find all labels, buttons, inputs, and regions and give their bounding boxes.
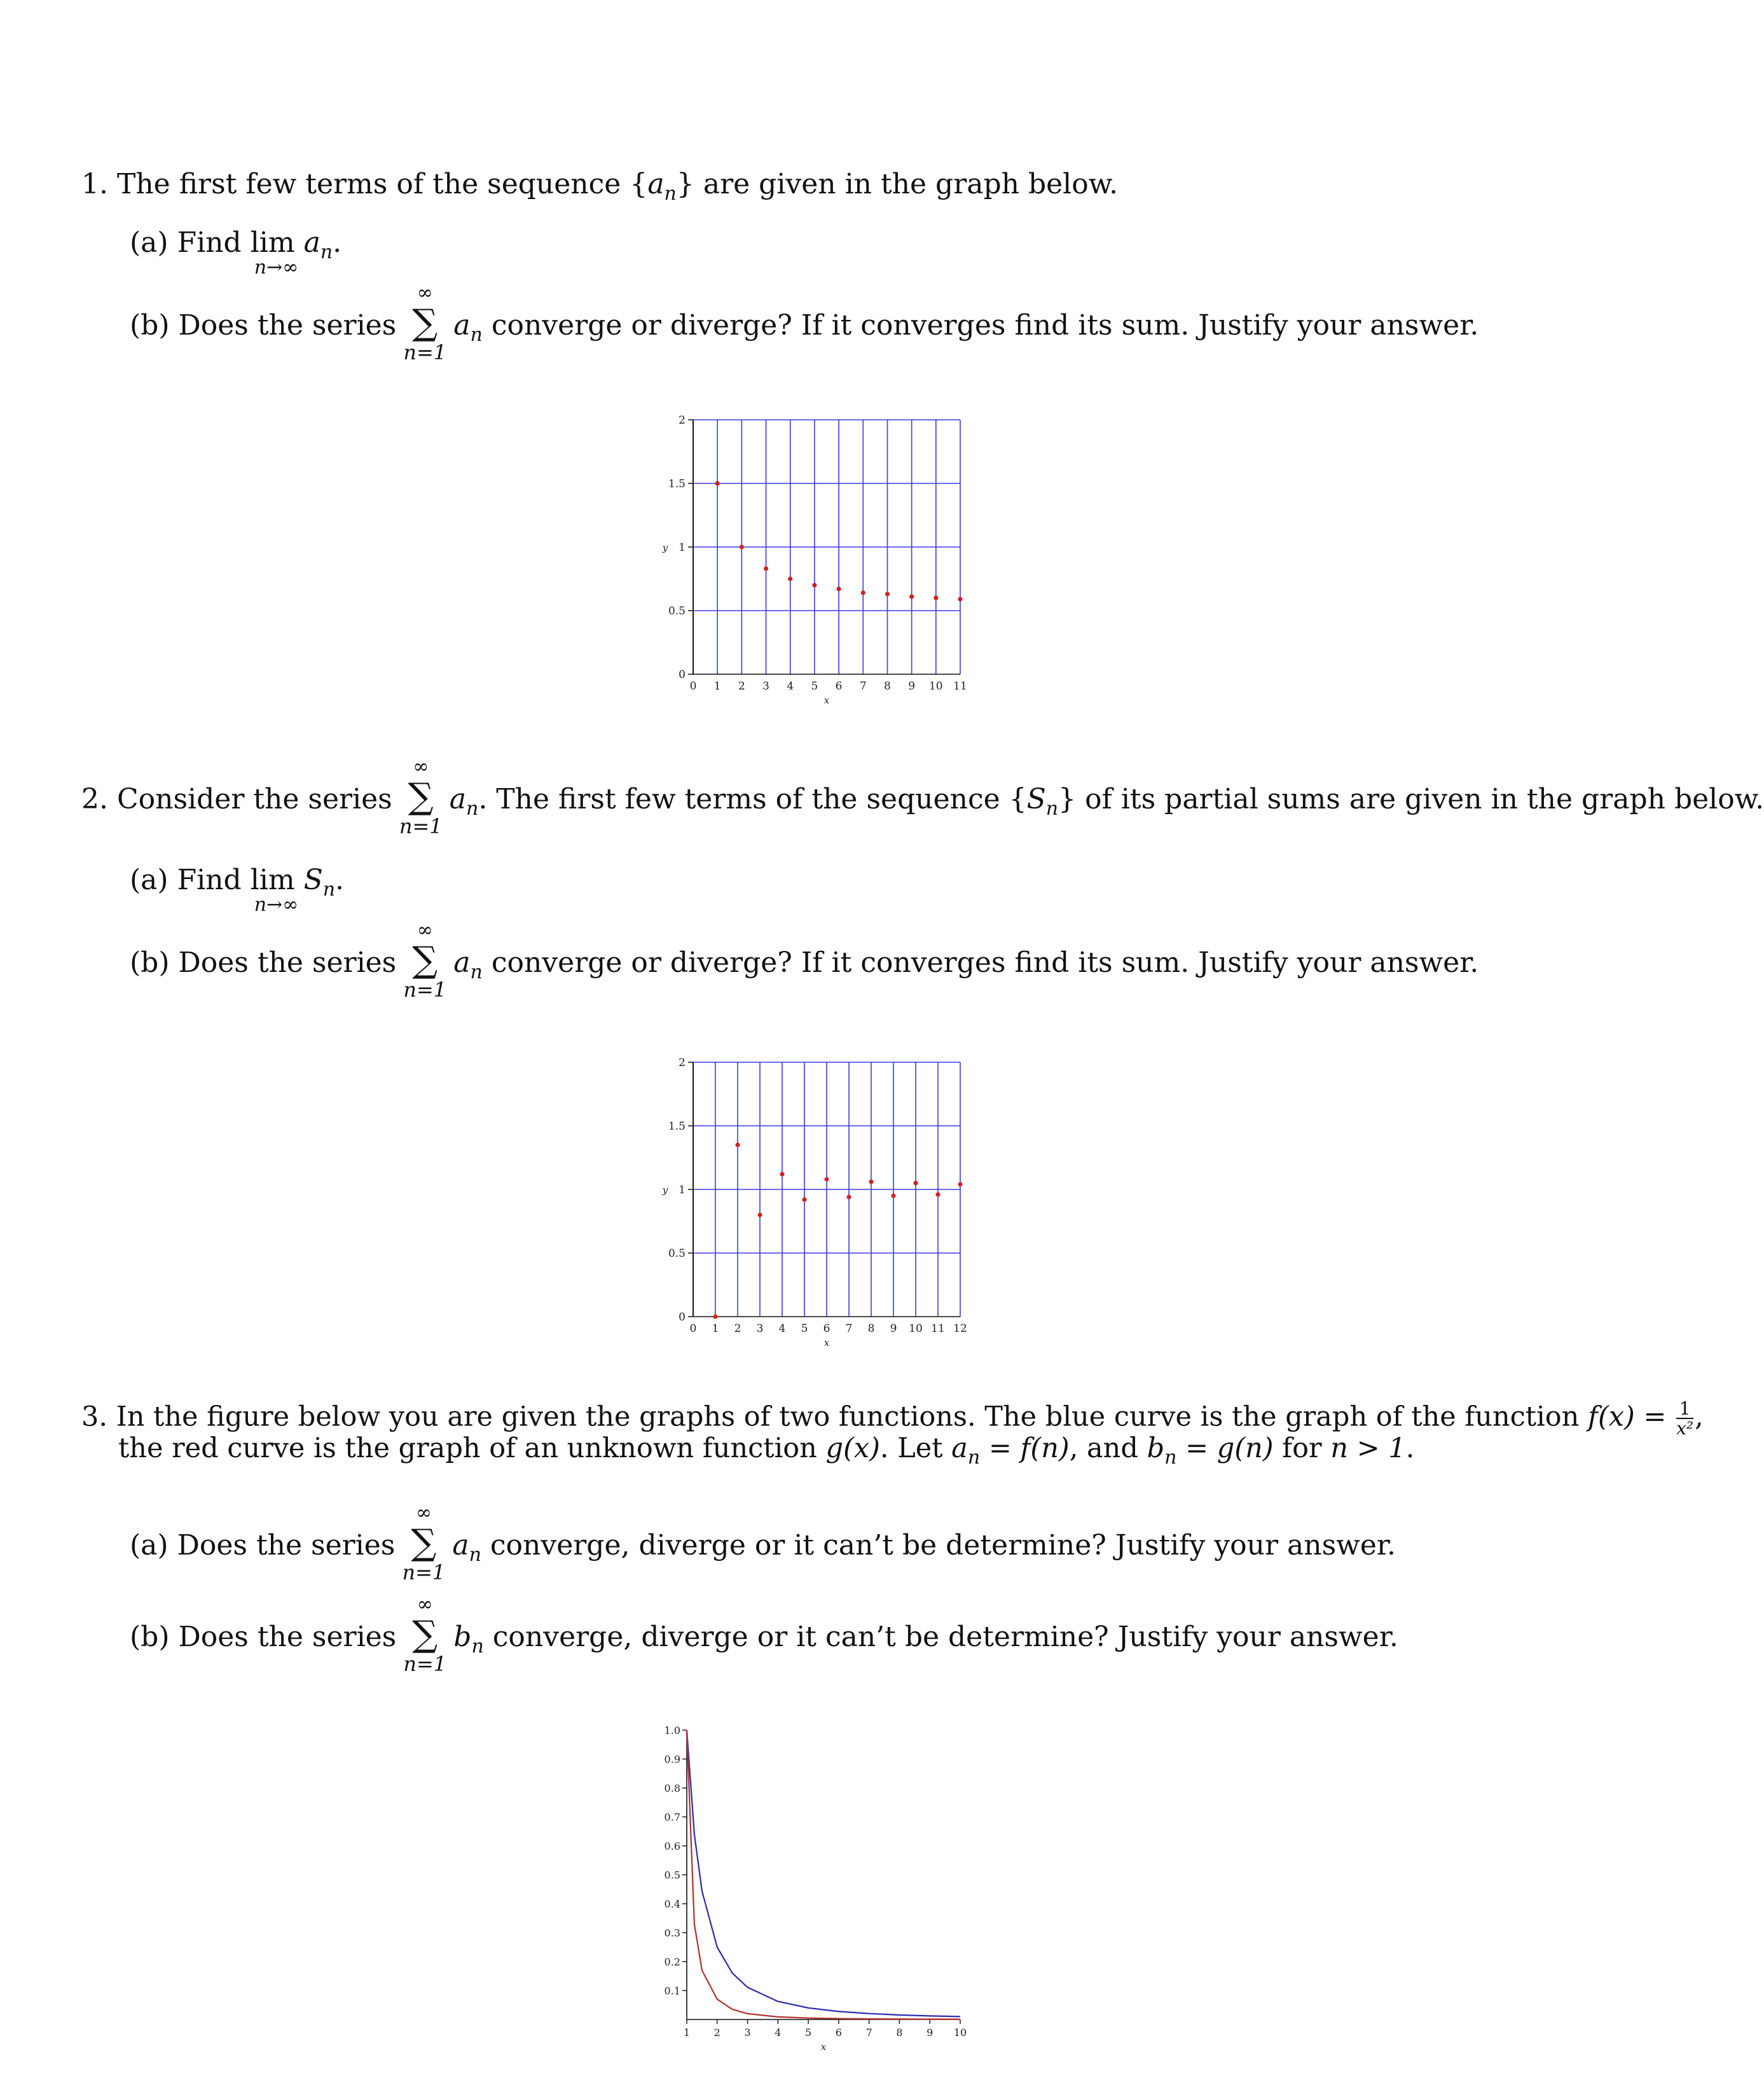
data-point bbox=[757, 1212, 762, 1217]
x-tick-label: 4 bbox=[778, 1322, 786, 1335]
x-axis-label: x bbox=[823, 695, 830, 706]
q3-fraction bbox=[1676, 1399, 1693, 1438]
q3-fn: f(n) bbox=[1020, 1432, 1070, 1464]
q1-b-post: converge or diverge? If it converges find its sum. Justify your answer. bbox=[491, 309, 1479, 342]
y-tick-label: 1.0 bbox=[664, 1724, 680, 1736]
q1-a-label: (a) bbox=[130, 226, 169, 259]
q2-a-sub: n bbox=[322, 878, 336, 901]
q3-line2 bbox=[118, 1432, 1415, 1469]
sequence-chart bbox=[649, 407, 979, 725]
data-point bbox=[780, 1172, 784, 1176]
q3-line1-text: In the figure below you are given the graphs of two functions. The blue curve is the graph of the function bbox=[116, 1401, 1580, 1433]
x-tick-label: 2 bbox=[713, 2026, 720, 2039]
y-tick-label: 0.7 bbox=[664, 1811, 680, 1824]
q2-intro-sum bbox=[399, 756, 443, 838]
x-tick-label: 9 bbox=[908, 680, 916, 693]
q3-b-label: (b) bbox=[130, 1621, 170, 1653]
q3-line2-b: . Let bbox=[879, 1432, 943, 1464]
q3-line2-a: the red curve is the graph of an unknown function bbox=[118, 1432, 817, 1464]
q3-frac-den: x² bbox=[1676, 1418, 1694, 1439]
q3-gn: g(n) bbox=[1216, 1432, 1274, 1464]
data-point bbox=[824, 1177, 829, 1181]
y-axis-label: y bbox=[662, 1184, 668, 1196]
q3-b-bottom: n=1 bbox=[403, 1652, 447, 1676]
y-tick-label: 0 bbox=[679, 1311, 686, 1324]
q2-intro-end: } of its partial sums are given in the graph below. bbox=[1058, 783, 1764, 815]
q2-a-label: (a) bbox=[130, 864, 169, 896]
q1-intro bbox=[81, 168, 1119, 205]
x-tick-label: 4 bbox=[775, 2026, 782, 2039]
y-tick-label: 0.5 bbox=[664, 1869, 680, 1881]
q2-b-bottom: n=1 bbox=[403, 978, 447, 1002]
data-point bbox=[935, 1192, 940, 1196]
x-tick-label: 11 bbox=[931, 1322, 945, 1335]
q3-b-sigma: ∑ bbox=[412, 1614, 438, 1655]
q3-part-a bbox=[130, 1502, 1396, 1584]
x-tick-label: 6 bbox=[835, 680, 843, 693]
data-point bbox=[764, 566, 768, 571]
q3-f-def: f(x) = bbox=[1588, 1401, 1667, 1433]
x-tick-label: 1 bbox=[683, 2026, 691, 2039]
y-tick-label: 0 bbox=[679, 668, 686, 681]
y-tick-label: 0.5 bbox=[668, 605, 686, 618]
x-tick-label: 6 bbox=[823, 1322, 830, 1335]
x-tick-label: 10 bbox=[953, 2026, 967, 2039]
x-tick-label: 2 bbox=[734, 1322, 741, 1335]
x-tick-label: 8 bbox=[884, 680, 891, 693]
q3-bn-sub: n bbox=[1164, 1446, 1177, 1469]
q1-part-a bbox=[130, 226, 342, 279]
q2-a-lim-under: n→∞ bbox=[254, 894, 299, 916]
q2-a-find: Find bbox=[177, 864, 242, 896]
q3-number: 3. bbox=[81, 1401, 108, 1433]
data-point bbox=[958, 1182, 962, 1186]
q2-part-b bbox=[130, 919, 1479, 1002]
q2-b-sum bbox=[403, 919, 447, 1002]
x-tick-label: 5 bbox=[805, 2026, 812, 2039]
y-tick-label: 1.5 bbox=[668, 478, 686, 490]
q2-b-sigma: ∑ bbox=[412, 939, 438, 981]
x-tick-label: 3 bbox=[756, 1322, 764, 1335]
q1-b-sum bbox=[403, 282, 447, 364]
x-tick-label: 11 bbox=[953, 680, 967, 693]
q2-a-end: . bbox=[335, 864, 345, 896]
q3-g: g(x) bbox=[825, 1432, 880, 1464]
data-point bbox=[802, 1197, 806, 1202]
x-tick-label: 0 bbox=[689, 1322, 697, 1335]
q1-b-var: a bbox=[453, 309, 471, 342]
q2-intro-sub: n bbox=[465, 798, 479, 820]
x-tick-label: 1 bbox=[712, 1322, 719, 1335]
q1-a-sub: n bbox=[320, 241, 333, 263]
q1-a-var: a bbox=[303, 226, 320, 259]
q1-intro-sub: n bbox=[664, 183, 677, 205]
q3-a-bottom: n=1 bbox=[402, 1560, 446, 1584]
q3-a-sum bbox=[402, 1502, 446, 1584]
y-tick-label: 0.8 bbox=[664, 1782, 680, 1794]
data-point bbox=[909, 594, 914, 599]
q2-intro-var: a bbox=[449, 783, 466, 815]
y-tick-label: 1.5 bbox=[668, 1120, 686, 1133]
data-point bbox=[735, 1142, 740, 1147]
q3-b-post: converge, diverge or it can’t be determine? Justify your answer. bbox=[492, 1621, 1398, 1653]
y-tick-label: 0.1 bbox=[664, 1985, 680, 1997]
y-tick-label: 0.5 bbox=[668, 1247, 686, 1260]
x-tick-label: 4 bbox=[787, 680, 794, 693]
q3-a-sub: n bbox=[469, 1544, 481, 1566]
y-tick-label: 0.4 bbox=[664, 1898, 680, 1910]
q3-line2-end: . bbox=[1405, 1432, 1415, 1464]
y-tick-label: 0.2 bbox=[664, 1956, 680, 1968]
q3-a-top: ∞ bbox=[415, 1502, 432, 1524]
q3-b-pre: Does the series bbox=[178, 1621, 397, 1653]
x-axis-label: x bbox=[823, 1337, 830, 1348]
q2-intro-bottom: n=1 bbox=[399, 814, 443, 838]
q2-b-top: ∞ bbox=[417, 919, 433, 941]
q3-a-pre: Does the series bbox=[177, 1529, 396, 1562]
data-point bbox=[861, 590, 865, 595]
data-point bbox=[958, 597, 962, 601]
data-point bbox=[713, 1314, 717, 1319]
q2-a-lim-text: lim bbox=[250, 864, 295, 896]
data-point bbox=[869, 1179, 873, 1184]
q2-part-a bbox=[130, 864, 345, 916]
x-tick-label: 7 bbox=[859, 680, 867, 693]
y-tick-label: 0.3 bbox=[664, 1927, 680, 1939]
q1-a-find: Find bbox=[177, 226, 242, 259]
q3-b-top: ∞ bbox=[417, 1593, 433, 1616]
red-curve bbox=[687, 1730, 960, 2019]
x-tick-label: 2 bbox=[738, 680, 745, 693]
x-tick-label: 1 bbox=[713, 680, 721, 693]
partial-sums-chart bbox=[649, 1050, 979, 1368]
q2-b-label: (b) bbox=[130, 946, 170, 979]
q2-a-var: S bbox=[303, 864, 323, 896]
y-tick-label: 2 bbox=[679, 1056, 686, 1069]
q3-frac-num: 1 bbox=[1676, 1399, 1693, 1419]
q1-intro-text-a: The first few terms of the sequence { bbox=[116, 168, 648, 200]
x-tick-label: 8 bbox=[896, 2026, 903, 2039]
q3-eq1: = bbox=[988, 1432, 1012, 1464]
q1-a-end: . bbox=[333, 226, 342, 259]
q1-b-top: ∞ bbox=[417, 282, 433, 304]
q3-line1-end: , bbox=[1695, 1401, 1704, 1433]
data-point bbox=[788, 576, 792, 581]
q3-for: for bbox=[1282, 1432, 1322, 1464]
q3-cond: n > 1 bbox=[1330, 1432, 1406, 1464]
x-tick-label: 3 bbox=[762, 680, 769, 693]
y-axis-label: y bbox=[662, 542, 668, 553]
q3-part-b bbox=[130, 1593, 1398, 1676]
x-tick-label: 10 bbox=[909, 1322, 923, 1335]
q2-intro-sigma: ∑ bbox=[408, 776, 434, 817]
q3-bn: b bbox=[1147, 1432, 1165, 1464]
q1-part-b bbox=[130, 282, 1479, 364]
q2-intro-svar: S bbox=[1026, 783, 1046, 815]
data-point bbox=[812, 583, 817, 587]
x-tick-label: 6 bbox=[835, 2026, 842, 2039]
q3-b-sub: n bbox=[471, 1635, 484, 1658]
x-tick-label: 8 bbox=[867, 1322, 875, 1335]
q1-b-label: (b) bbox=[130, 309, 170, 342]
q1-intro-var: a bbox=[647, 168, 665, 200]
x-tick-label: 5 bbox=[801, 1322, 808, 1335]
q2-intro-ssub: n bbox=[1045, 798, 1059, 820]
q2-number: 2. bbox=[81, 783, 108, 815]
y-tick-label: 2 bbox=[679, 414, 686, 427]
q3-an-sub: n bbox=[967, 1446, 981, 1469]
q1-a-limit bbox=[250, 226, 299, 279]
x-tick-label: 7 bbox=[845, 1322, 853, 1335]
q2-intro-post: . The first few terms of the sequence { bbox=[478, 783, 1027, 815]
x-tick-label: 9 bbox=[890, 1322, 897, 1335]
q2-b-var: a bbox=[453, 946, 471, 979]
q2-intro-pre: Consider the series bbox=[116, 783, 392, 815]
q2-b-post: converge or diverge? If it converges find its sum. Justify your answer. bbox=[491, 946, 1479, 979]
q2-intro-top: ∞ bbox=[413, 756, 429, 778]
q3-b-sum bbox=[403, 1593, 447, 1676]
q1-b-pre: Does the series bbox=[178, 309, 397, 342]
x-axis-label: x bbox=[820, 2041, 827, 2053]
data-point bbox=[885, 592, 890, 596]
blue-curve bbox=[687, 1730, 960, 2016]
y-tick-label: 0.9 bbox=[664, 1753, 680, 1766]
y-tick-label: 1 bbox=[679, 541, 686, 554]
q3-eq2: = bbox=[1185, 1432, 1209, 1464]
q3-a-sigma: ∑ bbox=[411, 1522, 437, 1563]
x-tick-label: 7 bbox=[865, 2026, 872, 2039]
q2-a-limit bbox=[250, 864, 299, 916]
q1-b-sub: n bbox=[470, 324, 483, 346]
q3-a-label: (a) bbox=[130, 1529, 169, 1562]
q1-intro-text-b: } are given in the graph below. bbox=[676, 168, 1119, 200]
data-point bbox=[836, 586, 841, 591]
q3-a-post: converge, diverge or it can’t be determine? Justify your answer. bbox=[490, 1529, 1396, 1562]
q1-number: 1. bbox=[81, 168, 108, 200]
q1-b-bottom: n=1 bbox=[403, 340, 447, 364]
x-tick-label: 3 bbox=[744, 2026, 751, 2039]
q3-line2-d: , and bbox=[1069, 1432, 1138, 1464]
q2-intro bbox=[81, 756, 1764, 838]
q2-b-pre: Does the series bbox=[178, 946, 397, 979]
data-point bbox=[913, 1181, 918, 1185]
q1-a-lim-text: lim bbox=[250, 226, 295, 259]
q1-a-lim-under: n→∞ bbox=[254, 256, 299, 279]
data-point bbox=[740, 544, 744, 549]
q3-an: a bbox=[951, 1432, 968, 1464]
data-point bbox=[934, 595, 938, 600]
q3-a-var: a bbox=[452, 1529, 469, 1562]
data-point bbox=[715, 481, 720, 485]
functions-chart bbox=[649, 1717, 979, 2074]
data-point bbox=[846, 1195, 851, 1199]
q3-b-var: b bbox=[453, 1621, 472, 1653]
x-tick-label: 9 bbox=[927, 2026, 934, 2039]
y-tick-label: 0.6 bbox=[664, 1840, 680, 1852]
x-tick-label: 10 bbox=[928, 680, 943, 693]
x-tick-label: 0 bbox=[689, 680, 697, 693]
q1-b-sigma: ∑ bbox=[412, 302, 438, 343]
q2-b-sub: n bbox=[470, 961, 483, 983]
data-point bbox=[891, 1193, 895, 1198]
x-tick-label: 5 bbox=[811, 680, 818, 693]
y-tick-label: 1 bbox=[679, 1184, 686, 1196]
x-tick-label: 12 bbox=[953, 1322, 967, 1335]
